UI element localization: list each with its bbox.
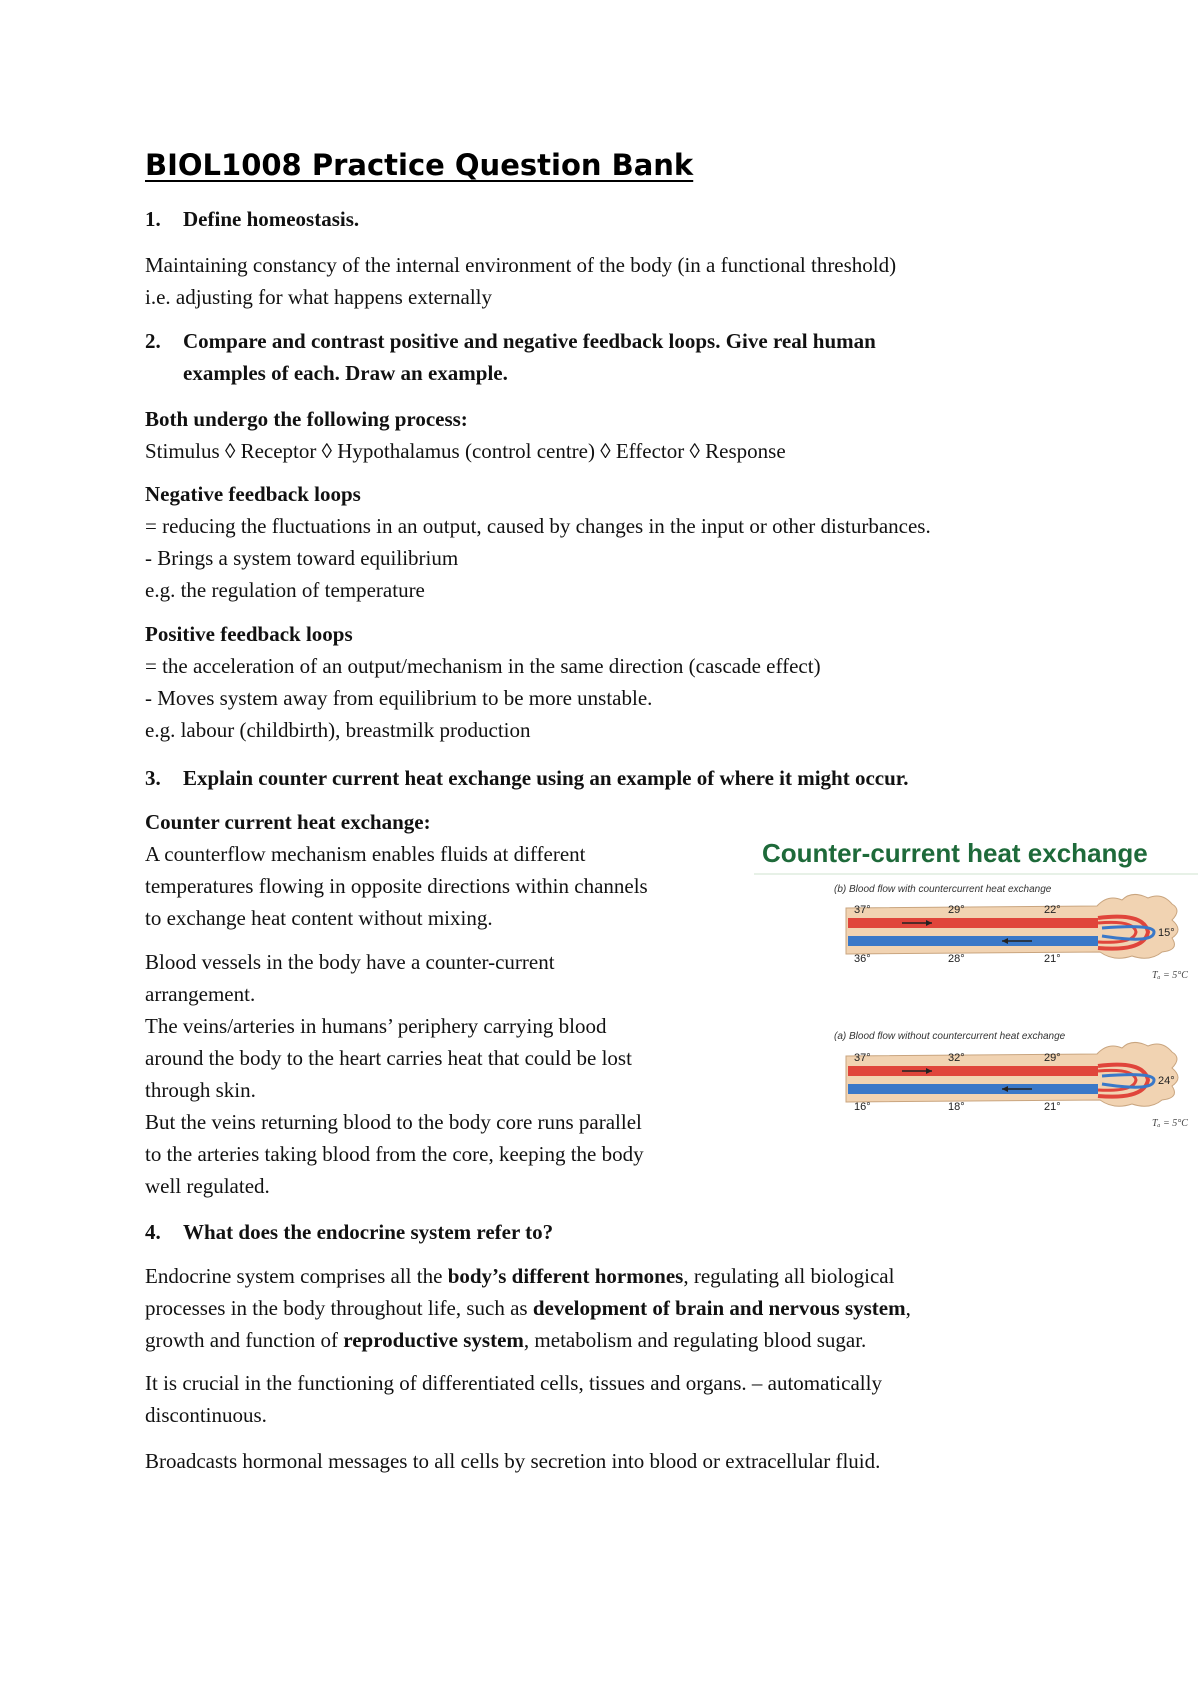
vein-temp: 21° — [1044, 1101, 1061, 1113]
answer-line: = the acceleration of an output/mechanism in the same direction (cascade effect) — [145, 654, 821, 678]
artery-vessel — [848, 1066, 1098, 1076]
answer-line: Blood vessels in the body have a counter-current — [145, 950, 555, 974]
artery-temp: 29° — [948, 904, 965, 916]
vein-temp: 28° — [948, 953, 965, 965]
vein-temp: 18° — [948, 1101, 965, 1113]
panel-a-label: (a) Blood flow without countercurrent heat exchange — [834, 1031, 1066, 1042]
answer-line: - Moves system away from equilibrium to be more unstable. — [145, 686, 653, 710]
question-text-line: examples of each. Draw an example. — [183, 361, 508, 385]
answer-line: growth and function of reproductive system, metabolism and regulating blood sugar. — [145, 1328, 867, 1352]
question-number: 3. — [145, 766, 161, 790]
vein-temp: 21° — [1044, 953, 1061, 965]
answer-line: Maintaining constancy of the internal environment of the body (in a functional threshold) — [145, 253, 897, 277]
ambient-temp: Tₐ = 5°C — [1152, 970, 1188, 981]
artery-temp: 22° — [1044, 904, 1061, 916]
tip-temp: 24° — [1158, 1075, 1175, 1087]
endocrine-paragraph — [145, 1260, 911, 1356]
answer-line: temperatures flowing in opposite directions within channels — [145, 874, 648, 898]
answer-line: to exchange heat content without mixing. — [145, 906, 493, 930]
question-3 — [145, 762, 908, 794]
heat-exchange-figure — [752, 832, 1200, 1172]
negative-feedback-block — [145, 478, 931, 606]
question-number: 1. — [145, 207, 161, 231]
answer-line: well regulated. — [145, 1174, 270, 1198]
answer-line: processes in the body throughout life, such as development of brain and nervous system, — [145, 1296, 911, 1320]
answer-line: But the veins returning blood to the body core runs parallel — [145, 1110, 642, 1134]
answer-1 — [145, 249, 896, 313]
artery-temp: 32° — [948, 1052, 965, 1064]
vein-temp: 36° — [854, 953, 871, 965]
question-1 — [145, 203, 359, 235]
section-heading: Counter current heat exchange: — [145, 810, 431, 834]
artery-temp: 29° — [1044, 1052, 1061, 1064]
answer-line: Endocrine system comprises all the body’s different hormones, regulating all biological — [145, 1264, 895, 1288]
question-text: Explain counter current heat exchange using an example of where it might occur. — [183, 766, 909, 790]
figure-drawing — [752, 832, 1200, 1172]
question-4 — [145, 1216, 553, 1248]
question-2 — [145, 325, 876, 389]
answer-line: discontinuous. — [145, 1403, 267, 1427]
answer-line: It is crucial in the functioning of differentiated cells, tissues and organs. – automatically — [145, 1371, 882, 1395]
artery-temp: 37° — [854, 1052, 871, 1064]
section-heading: Both undergo the following process: — [145, 407, 468, 431]
answer-line: arrangement. — [145, 982, 256, 1006]
blood-vessel-block — [145, 946, 644, 1202]
answer-line: to the arteries taking blood from the core, keeping the body — [145, 1142, 644, 1166]
question-number: 4. — [145, 1220, 161, 1244]
section-heading: Positive feedback loops — [145, 622, 353, 646]
vein-vessel — [848, 936, 1098, 946]
answer-line: Broadcasts hormonal messages to all cells by secretion into blood or extracellular fluid. — [145, 1449, 881, 1473]
counter-current-block — [145, 806, 648, 934]
panel-b-label: (b) Blood flow with countercurrent heat exchange — [834, 884, 1052, 895]
positive-feedback-block — [145, 618, 821, 746]
vein-vessel — [848, 1084, 1098, 1094]
process-line: Stimulus ◊ Receptor ◊ Hypothalamus (control centre) ◊ Effector ◊ Response — [145, 439, 786, 463]
answer-line: around the body to the heart carries heat that could be lost — [145, 1046, 632, 1070]
endocrine-paragraph-2 — [145, 1367, 882, 1431]
question-text: Define homeostasis. — [183, 207, 360, 231]
vein-temp: 16° — [854, 1101, 871, 1113]
figure-title: Counter-current heat exchange — [762, 838, 1148, 868]
artery-temp: 37° — [854, 904, 871, 916]
endocrine-paragraph-3 — [145, 1445, 880, 1477]
tip-temp: 15° — [1158, 927, 1175, 939]
answer-line: e.g. labour (childbirth), breastmilk production — [145, 718, 531, 742]
answer-line: e.g. the regulation of temperature — [145, 578, 425, 602]
page-title: BIOL1008 Practice Question Bank — [145, 148, 694, 182]
ambient-temp: Tₐ = 5°C — [1152, 1118, 1188, 1129]
artery-vessel — [848, 918, 1098, 928]
question-text: What does the endocrine system refer to? — [183, 1220, 554, 1244]
question-number: 2. — [145, 329, 161, 353]
process-block — [145, 403, 786, 467]
answer-line: The veins/arteries in humans’ periphery carrying blood — [145, 1014, 607, 1038]
question-text-line: Compare and contrast positive and negative feedback loops. Give real human — [183, 329, 876, 353]
answer-line: = reducing the fluctuations in an output, caused by changes in the input or other disturbances. — [145, 514, 931, 538]
answer-line: A counterflow mechanism enables fluids at different — [145, 842, 586, 866]
answer-line: - Brings a system toward equilibrium — [145, 546, 459, 570]
answer-line: through skin. — [145, 1078, 256, 1102]
section-heading: Negative feedback loops — [145, 482, 361, 506]
answer-line: i.e. adjusting for what happens externally — [145, 285, 492, 309]
